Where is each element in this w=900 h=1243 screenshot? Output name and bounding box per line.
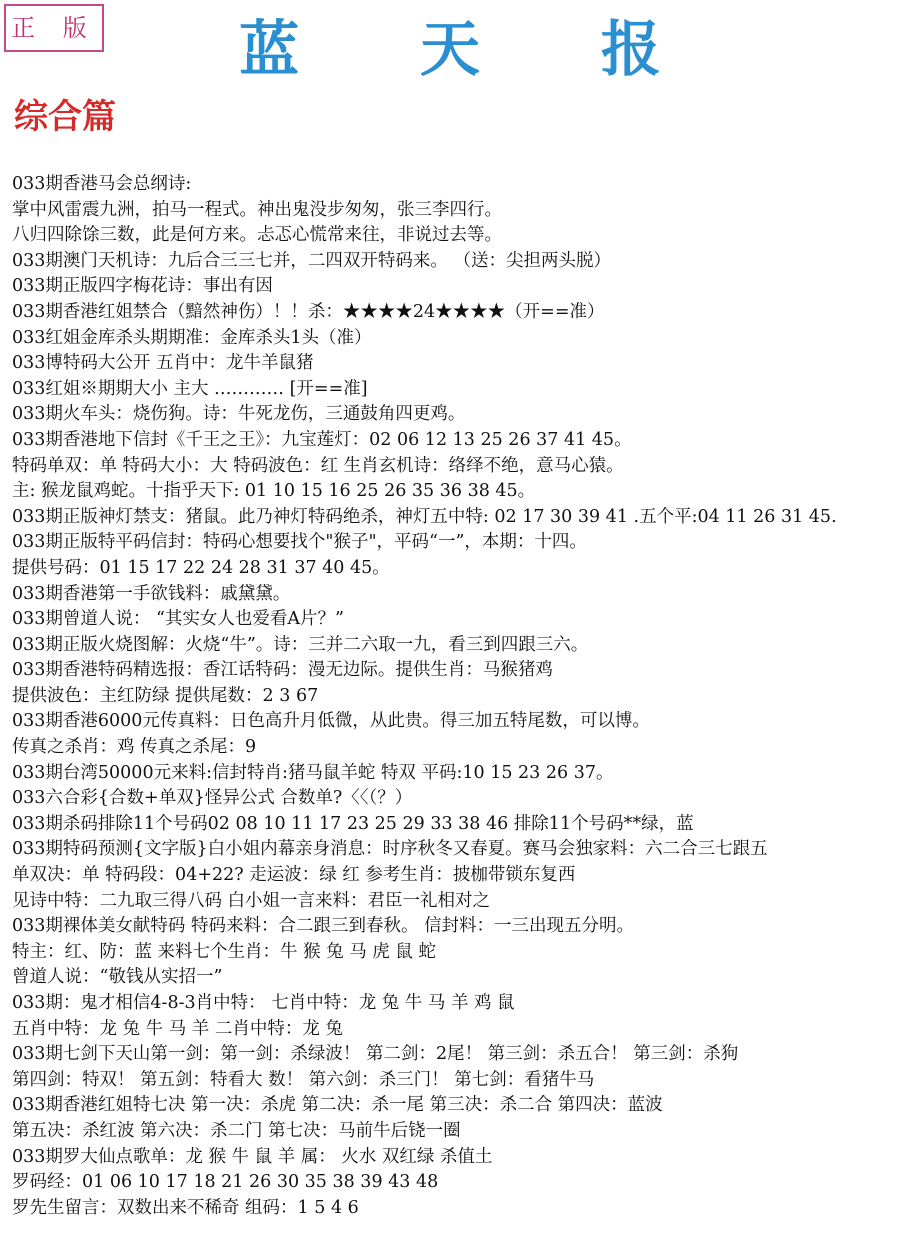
- text-line: 传真之杀肖：鸡 传真之杀尾：9: [12, 737, 257, 758]
- text-line: 033期香港红姐特七决 第一决：杀虎 第二决：杀一尾 第三决：杀二合 第四决：蓝波: [12, 1095, 663, 1116]
- text-line: 033期香港6000元传真料：日色高升月低微，从此贵。得三加五特尾数，可以博。: [12, 711, 650, 732]
- text-line: 提供号码：01 15 17 22 24 28 31 37 40 45。: [12, 557, 390, 578]
- text-line: 033期正版四字梅花诗：事出有因: [12, 276, 273, 297]
- text-line: 第五决：杀红波 第六决：杀二门 第七决：马前牛后铙一圈: [12, 1120, 461, 1141]
- text-line: 五肖中特：龙 兔 牛 马 羊 二肖中特：龙 兔: [12, 1018, 343, 1039]
- text-line: 033期台湾50000元来料:信封特肖:猪马鼠羊蛇 特双 平码:10 15 23 26 37。: [12, 762, 614, 783]
- text-line: 第四剑：特双！ 第五剑：特看大 数！ 第六剑：杀三门！ 第七剑：看猪牛马: [12, 1069, 595, 1090]
- text-line: 033博特码大公开 五肖中：龙牛羊鼠猪: [12, 353, 314, 374]
- text-line: 033红姐金库杀头期期准：金库杀头1头（准）: [12, 327, 372, 348]
- text-line: 033期：鬼才相信4-8-3肖中特： 七肖中特：龙 兔 牛 马 羊 鸡 鼠: [12, 993, 515, 1013]
- text-line: 特主：红、防：蓝 来料七个生肖：牛 猴 兔 马 虎 鼠 蛇: [12, 941, 436, 962]
- text-line: 033期正版特平码信封：特码心想要找个"猴子"，平码“一”，本期：十四。: [12, 532, 587, 553]
- text-line: 罗先生留言：双数出来不稀奇 组码：1 5 4 6: [12, 1197, 359, 1218]
- text-line: 033期火车头：烧伤狗。诗：牛死龙伤，三通鼓角四更鸡。: [12, 404, 466, 425]
- section-title: 综合篇: [14, 97, 116, 137]
- text-line: 033期澳门天机诗：九后合三三七并，二四双开特码来。 （送：尖担两头脱）: [12, 250, 611, 271]
- text-line: 033期罗大仙点歌单：龙 猴 牛 鼠 羊 属： 火水 双红绿 杀值土: [12, 1146, 493, 1167]
- text-line: 033期正版神灯禁支：猪鼠。此乃神灯特码绝杀，神灯五中特: 02 17 30 39 41 .五个平:04 11 26 31 45.: [12, 506, 837, 527]
- text-line: 033期特码预测{文字版}白小姐内幕亲身消息：时序秋冬又春夏。赛马会独家料：六二合三七跟五: [12, 839, 768, 860]
- text-line: 033期香港第一手欲钱料：戚黛黛。: [12, 583, 291, 604]
- text-line: 八归四除馀三数，此是何方来。忐忑心慌常来往，非说过去等。: [12, 225, 502, 246]
- text-line: 特码单双：单 特码大小：大 特码波色：红 生肖玄机诗：络绎不绝，意马心猿。: [12, 455, 624, 476]
- text-line: 033期香港红姐禁合（黯然神伤）！！杀：★★★★24★★★★（开==准）: [12, 301, 605, 322]
- text-line: 033红姐※期期大小 主大 ………… [开==准]: [12, 378, 368, 399]
- text-line: 罗码经：01 06 10 17 18 21 26 30 35 38 39 43 48: [12, 1172, 439, 1193]
- text-line: 033期香港特码精选报：香江话特码：漫无边际。提供生肖：马猴猪鸡: [12, 660, 553, 681]
- text-line: 单双决：单 特码段：04+22? 走运波：绿 红 参考生肖：披枷带锁东复西: [12, 865, 576, 886]
- text-line: 见诗中特：二九取三得八码 白小姐一言来料：君臣一礼相对之: [12, 890, 491, 911]
- text-line: 033期七剑下天山第一剑：第一剑：杀绿波！ 第二剑：2尾！ 第三剑：杀五合！ 第三剑：杀狗: [12, 1044, 739, 1065]
- text-line: 033六合彩{合数+单双}怪异公式 合数单?〈〈（？）: [12, 788, 413, 809]
- article-body: [12, 172, 898, 1221]
- text-line: 033期正版火烧图解：火烧“牛”。诗：三并二六取一九，看三到四跟三六。: [12, 634, 589, 655]
- text-line: 曾道人说：“敬钱从实招一”: [12, 967, 223, 988]
- text-line: 033期香港地下信封《千王之王》：九宝莲灯：02 06 12 13 25 26 37 41 45。: [12, 429, 632, 450]
- text-line: 提供波色：主红防绿 提供尾数：2 3 67: [12, 685, 319, 706]
- text-line: 主: 猴龙鼠鸡蛇。十指乎天下: 01 10 15 16 25 26 35 36 38 45。: [12, 481, 536, 502]
- text-line: 033期杀码排除11个号码02 08 10 11 17 23 25 29 33 38 46 排除11个号码**绿，蓝: [12, 813, 694, 834]
- text-line: 掌中风雷震九洲，拍马一程式。神出鬼没步匆匆，张三李四行。: [12, 199, 502, 220]
- text-line: 033期曾道人说： “其实女人也爱看A片？”: [12, 609, 344, 630]
- text-line: 033期香港马会总纲诗:: [12, 174, 192, 194]
- edition-stamp: 正 版: [4, 4, 104, 52]
- text-line: 033期裸体美女献特码 特码来料：合二跟三到春秋。 信封料：一三出现五分明。: [12, 916, 635, 937]
- newspaper-title: 蓝 天 报: [239, 15, 711, 85]
